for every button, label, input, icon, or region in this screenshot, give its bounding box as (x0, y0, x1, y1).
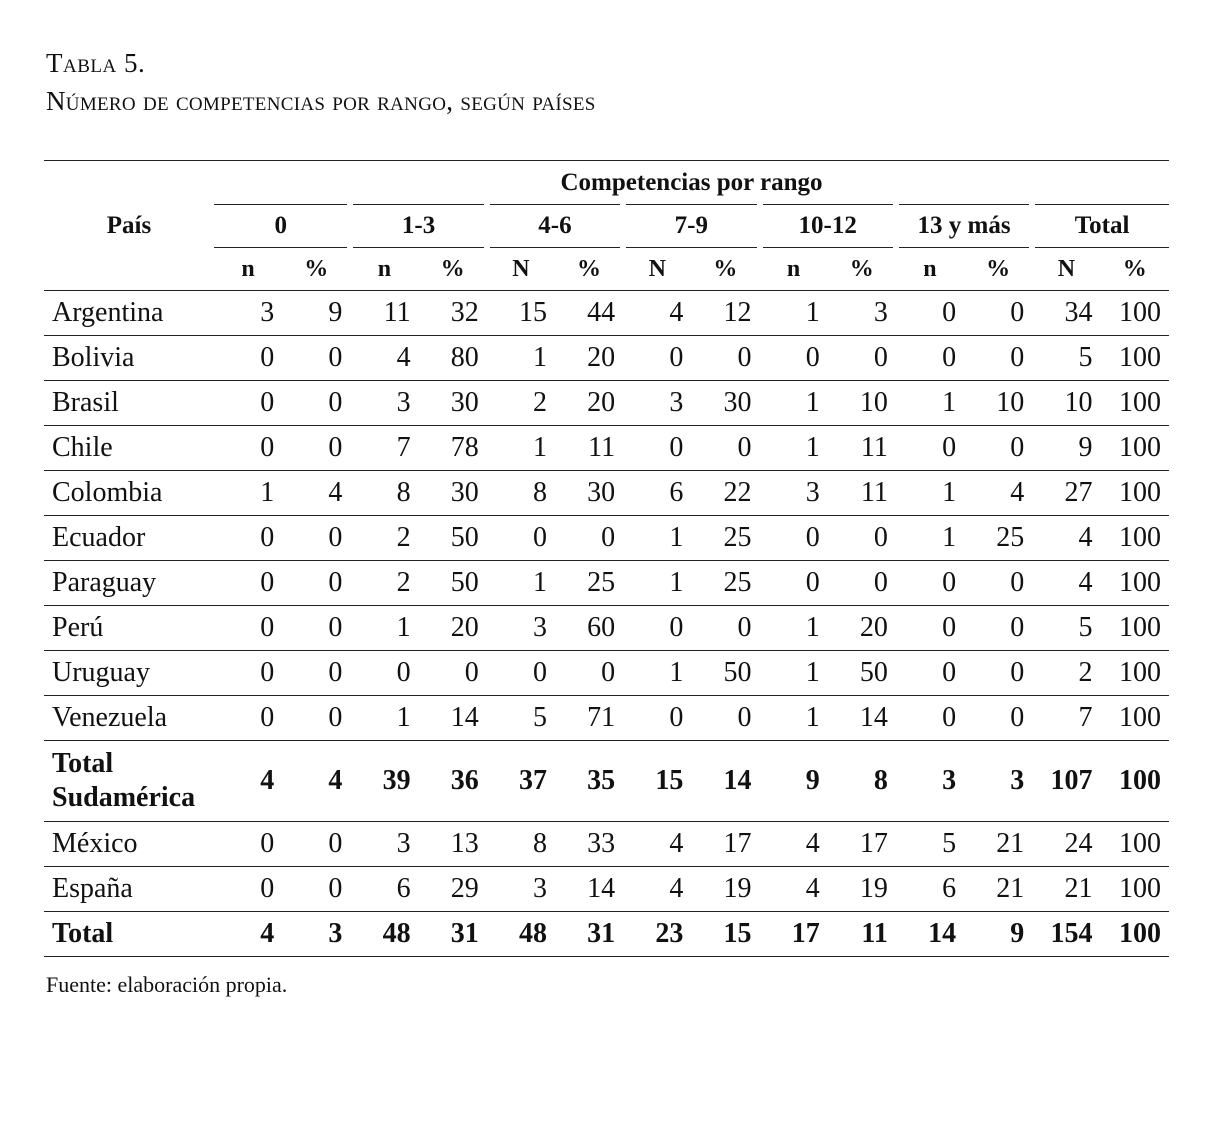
value-cell: 0 (328, 828, 343, 859)
value-cell: 0 (669, 432, 684, 463)
value-cell: 19 (723, 873, 752, 904)
range-header: Total (1032, 205, 1169, 248)
subheader-cell: % (1122, 255, 1147, 282)
value-cell: 0 (942, 297, 957, 328)
value-cell: 0 (942, 702, 957, 733)
value-cell: 0 (737, 342, 752, 373)
value-cell: 14 (587, 873, 616, 904)
country-cell: México (52, 828, 138, 859)
value-cell: 0 (942, 657, 957, 688)
subheader-cell: % (849, 255, 874, 282)
value-cell: 15 (723, 918, 752, 949)
value-cell: 3 (396, 387, 411, 418)
value-cell: 0 (328, 873, 343, 904)
value-cell: 24 (1064, 828, 1093, 859)
value-cell: 0 (260, 522, 275, 553)
value-cell: 25 (723, 522, 752, 553)
value-cell: 4 (260, 765, 275, 796)
value-cell: 0 (1010, 297, 1025, 328)
value-cell: 60 (587, 612, 616, 643)
value-cell: 100 (1119, 918, 1161, 949)
value-cell: 0 (942, 342, 957, 373)
value-cell: 20 (450, 612, 479, 643)
value-cell: 33 (587, 828, 616, 859)
value-cell: 0 (601, 657, 616, 688)
subheader-cell: % (440, 255, 465, 282)
value-cell: 1 (942, 522, 957, 553)
table-row (44, 426, 1169, 471)
value-cell: 20 (859, 612, 888, 643)
value-cell: 4 (328, 477, 343, 508)
value-cell: 37 (518, 765, 547, 796)
value-cell: 0 (328, 702, 343, 733)
value-cell: 22 (723, 477, 752, 508)
value-cell: 2 (1078, 657, 1093, 688)
value-cell: 1 (805, 702, 820, 733)
country-cell: Ecuador (52, 522, 146, 553)
value-cell: 0 (805, 342, 820, 373)
value-cell: 14 (928, 918, 957, 949)
value-cell: 0 (601, 522, 616, 553)
value-cell: 9 (328, 297, 343, 328)
value-cell: 11 (588, 432, 616, 463)
value-cell: 100 (1119, 387, 1161, 418)
value-cell: 5 (1078, 342, 1093, 373)
value-cell: 1 (669, 522, 684, 553)
country-cell: Bolivia (52, 342, 135, 373)
value-cell: 0 (260, 657, 275, 688)
subheader-cell: n (923, 255, 937, 282)
value-cell: 1 (396, 612, 411, 643)
value-cell: 1 (805, 387, 820, 418)
value-cell: 4 (805, 873, 820, 904)
value-cell: 0 (942, 612, 957, 643)
value-cell: 23 (655, 918, 684, 949)
table-row (44, 606, 1169, 651)
range-header: 1-3 (350, 205, 486, 248)
range-header: 4-6 (487, 205, 623, 248)
value-cell: 11 (383, 297, 411, 328)
value-cell: 11 (861, 918, 888, 949)
value-cell: 3 (805, 477, 820, 508)
value-cell: 3 (396, 828, 411, 859)
value-cell: 50 (859, 657, 888, 688)
value-cell: 1 (805, 432, 820, 463)
country-cell: Brasil (52, 387, 119, 418)
table-row (44, 696, 1169, 741)
subheader-cell: N (512, 255, 530, 282)
group-header: Competencias por rango (214, 161, 1169, 205)
value-cell: 21 (996, 828, 1025, 859)
value-cell: 0 (260, 432, 275, 463)
value-cell: 11 (860, 432, 888, 463)
value-cell: 14 (859, 702, 888, 733)
table-row (44, 741, 1169, 822)
value-cell: 12 (723, 297, 752, 328)
value-cell: 4 (1010, 477, 1025, 508)
value-cell: 0 (669, 612, 684, 643)
value-cell: 100 (1119, 477, 1161, 508)
country-cell: Paraguay (52, 567, 157, 598)
country-cell: España (52, 873, 133, 904)
value-cell: 5 (942, 828, 957, 859)
value-cell: 100 (1119, 657, 1161, 688)
value-cell: 15 (518, 297, 547, 328)
value-cell: 30 (723, 387, 752, 418)
value-cell: 1 (532, 432, 547, 463)
value-cell: 14 (450, 702, 479, 733)
country-column-header: País (106, 211, 152, 239)
country-cell: Argentina (52, 297, 164, 328)
value-cell: 29 (450, 873, 479, 904)
table-body (44, 291, 1169, 957)
value-cell: 0 (532, 657, 547, 688)
value-cell: 100 (1119, 522, 1161, 553)
value-cell: 0 (873, 342, 888, 373)
country-cell: Uruguay (52, 657, 150, 688)
value-cell: 17 (723, 828, 752, 859)
value-cell: 1 (805, 612, 820, 643)
value-cell: 100 (1119, 828, 1161, 859)
value-cell: 3 (260, 297, 275, 328)
table-source-note: Fuente: elaboración propia. (46, 972, 288, 997)
country-cell: Total Sudamérica (52, 748, 196, 813)
value-cell: 0 (942, 432, 957, 463)
competencias-table (44, 160, 1169, 957)
value-cell: 0 (260, 387, 275, 418)
value-cell: 100 (1119, 702, 1161, 733)
country-cell: Chile (52, 432, 113, 463)
value-cell: 9 (1078, 432, 1093, 463)
value-cell: 1 (805, 297, 820, 328)
value-cell: 0 (328, 432, 343, 463)
value-cell: 30 (587, 477, 616, 508)
value-cell: 48 (382, 918, 411, 949)
value-cell: 107 (1050, 765, 1093, 796)
subheader-cell: n (786, 255, 801, 282)
country-cell: Perú (52, 612, 104, 643)
value-cell: 3 (669, 387, 684, 418)
value-cell: 0 (1010, 567, 1025, 598)
value-cell: 0 (328, 612, 343, 643)
value-cell: 0 (396, 657, 411, 688)
subheader-cell: N (648, 255, 666, 282)
subheader-cell: N (1057, 255, 1076, 282)
value-cell: 1 (942, 477, 957, 508)
value-cell: 19 (859, 873, 888, 904)
value-cell: 9 (1010, 918, 1025, 949)
value-cell: 154 (1050, 918, 1093, 949)
value-cell: 10 (859, 387, 888, 418)
value-cell: 17 (859, 828, 888, 859)
value-cell: 100 (1119, 342, 1161, 373)
subheader-cell: % (304, 255, 329, 282)
value-cell: 0 (260, 702, 275, 733)
value-cell: 17 (791, 918, 820, 949)
value-cell: 50 (723, 657, 752, 688)
value-cell: 15 (655, 765, 684, 796)
value-cell: 0 (1010, 657, 1025, 688)
value-cell: 4 (260, 918, 275, 949)
value-cell: 6 (396, 873, 411, 904)
subheader-cell: % (577, 255, 602, 282)
value-cell: 44 (587, 297, 616, 328)
value-cell: 30 (450, 387, 479, 418)
value-cell: 0 (260, 612, 275, 643)
subheader-cell: % (713, 255, 738, 282)
value-cell: 50 (450, 567, 479, 598)
value-cell: 10 (1064, 387, 1093, 418)
value-cell: 2 (396, 567, 411, 598)
value-cell: 71 (587, 702, 616, 733)
value-cell: 5 (532, 702, 547, 733)
value-cell: 31 (450, 918, 479, 949)
value-cell: 0 (1010, 702, 1025, 733)
value-cell: 1 (532, 567, 547, 598)
value-cell: 2 (532, 387, 547, 418)
value-cell: 14 (723, 765, 752, 796)
value-cell: 0 (669, 702, 684, 733)
value-cell: 34 (1064, 297, 1093, 328)
value-cell: 0 (260, 828, 275, 859)
value-cell: 20 (587, 342, 616, 373)
value-cell: 1 (805, 657, 820, 688)
value-cell: 1 (532, 342, 547, 373)
table-header (44, 161, 1169, 291)
value-cell: 3 (532, 873, 547, 904)
table-caption-title: Número de competencias por rango, según países (46, 86, 596, 116)
table-row (44, 516, 1169, 561)
value-cell: 36 (450, 765, 479, 796)
table-row (44, 867, 1169, 912)
value-cell: 25 (587, 567, 616, 598)
table-row (44, 822, 1169, 867)
value-cell: 0 (873, 567, 888, 598)
country-cell: Colombia (52, 477, 163, 508)
value-cell: 3 (942, 765, 957, 796)
range-header: 7-9 (623, 205, 759, 248)
table-row (44, 291, 1169, 336)
value-cell: 100 (1119, 873, 1161, 904)
value-cell: 1 (669, 657, 684, 688)
value-cell: 4 (669, 297, 684, 328)
value-cell: 7 (1078, 702, 1093, 733)
value-cell: 0 (464, 657, 479, 688)
value-cell: 0 (805, 567, 820, 598)
value-cell: 1 (669, 567, 684, 598)
subheader-cell: n (241, 255, 255, 282)
table-row (44, 651, 1169, 696)
value-cell: 39 (382, 765, 411, 796)
value-cell: 0 (328, 387, 343, 418)
value-cell: 4 (328, 765, 343, 796)
value-cell: 2 (396, 522, 411, 553)
value-cell: 9 (805, 765, 820, 796)
value-cell: 0 (260, 567, 275, 598)
value-cell: 5 (1078, 612, 1093, 643)
value-cell: 21 (996, 873, 1025, 904)
value-cell: 0 (669, 342, 684, 373)
value-cell: 30 (450, 477, 479, 508)
value-cell: 10 (996, 387, 1025, 418)
value-cell: 35 (587, 765, 616, 796)
value-cell: 8 (873, 765, 888, 796)
value-cell: 8 (532, 828, 547, 859)
table-row (44, 336, 1169, 381)
value-cell: 0 (260, 873, 275, 904)
value-cell: 0 (328, 342, 343, 373)
value-cell: 1 (942, 387, 957, 418)
table-row (44, 471, 1169, 516)
range-header: 0 (214, 205, 350, 248)
range-header: 13 y más (896, 205, 1032, 248)
value-cell: 0 (328, 567, 343, 598)
value-cell: 4 (669, 873, 684, 904)
value-cell: 8 (396, 477, 411, 508)
value-cell: 1 (396, 702, 411, 733)
value-cell: 13 (450, 828, 479, 859)
value-cell: 100 (1119, 567, 1161, 598)
value-cell: 4 (805, 828, 820, 859)
table-row (44, 561, 1169, 606)
value-cell: 100 (1119, 612, 1161, 643)
value-cell: 21 (1064, 873, 1093, 904)
value-cell: 50 (450, 522, 479, 553)
value-cell: 100 (1119, 297, 1161, 328)
value-cell: 3 (328, 918, 343, 949)
value-cell: 80 (450, 342, 479, 373)
value-cell: 0 (737, 702, 752, 733)
value-cell: 6 (669, 477, 684, 508)
value-cell: 4 (1078, 522, 1093, 553)
value-cell: 25 (996, 522, 1025, 553)
value-cell: 32 (450, 297, 479, 328)
value-cell: 31 (587, 918, 616, 949)
value-cell: 0 (737, 612, 752, 643)
value-cell: 27 (1064, 477, 1093, 508)
value-cell: 0 (328, 522, 343, 553)
value-cell: 100 (1119, 432, 1161, 463)
value-cell: 48 (518, 918, 547, 949)
table-caption-label: Tabla 5. (46, 48, 146, 78)
value-cell: 20 (587, 387, 616, 418)
value-cell: 3 (1010, 765, 1025, 796)
value-cell: 0 (805, 522, 820, 553)
value-cell: 0 (260, 342, 275, 373)
value-cell: 0 (942, 567, 957, 598)
value-cell: 0 (328, 657, 343, 688)
value-cell: 3 (873, 297, 888, 328)
value-cell: 25 (723, 567, 752, 598)
value-cell: 1 (260, 477, 275, 508)
country-cell: Venezuela (52, 702, 168, 733)
value-cell: 4 (669, 828, 684, 859)
value-cell: 0 (873, 522, 888, 553)
country-cell: Total (52, 918, 114, 949)
value-cell: 4 (396, 342, 411, 373)
value-cell: 7 (396, 432, 411, 463)
value-cell: 0 (1010, 342, 1025, 373)
value-cell: 6 (942, 873, 957, 904)
table-row (44, 381, 1169, 426)
value-cell: 0 (737, 432, 752, 463)
subheader-cell: n (377, 255, 392, 282)
value-cell: 8 (532, 477, 547, 508)
value-cell: 0 (1010, 612, 1025, 643)
range-header: 10-12 (760, 205, 896, 248)
value-cell: 0 (1010, 432, 1025, 463)
value-cell: 3 (532, 612, 547, 643)
value-cell: 11 (860, 477, 888, 508)
value-cell: 78 (450, 432, 479, 463)
value-cell: 0 (532, 522, 547, 553)
value-cell: 4 (1078, 567, 1093, 598)
subheader-cell: % (986, 255, 1011, 282)
table-row (44, 912, 1169, 957)
value-cell: 100 (1119, 765, 1161, 796)
